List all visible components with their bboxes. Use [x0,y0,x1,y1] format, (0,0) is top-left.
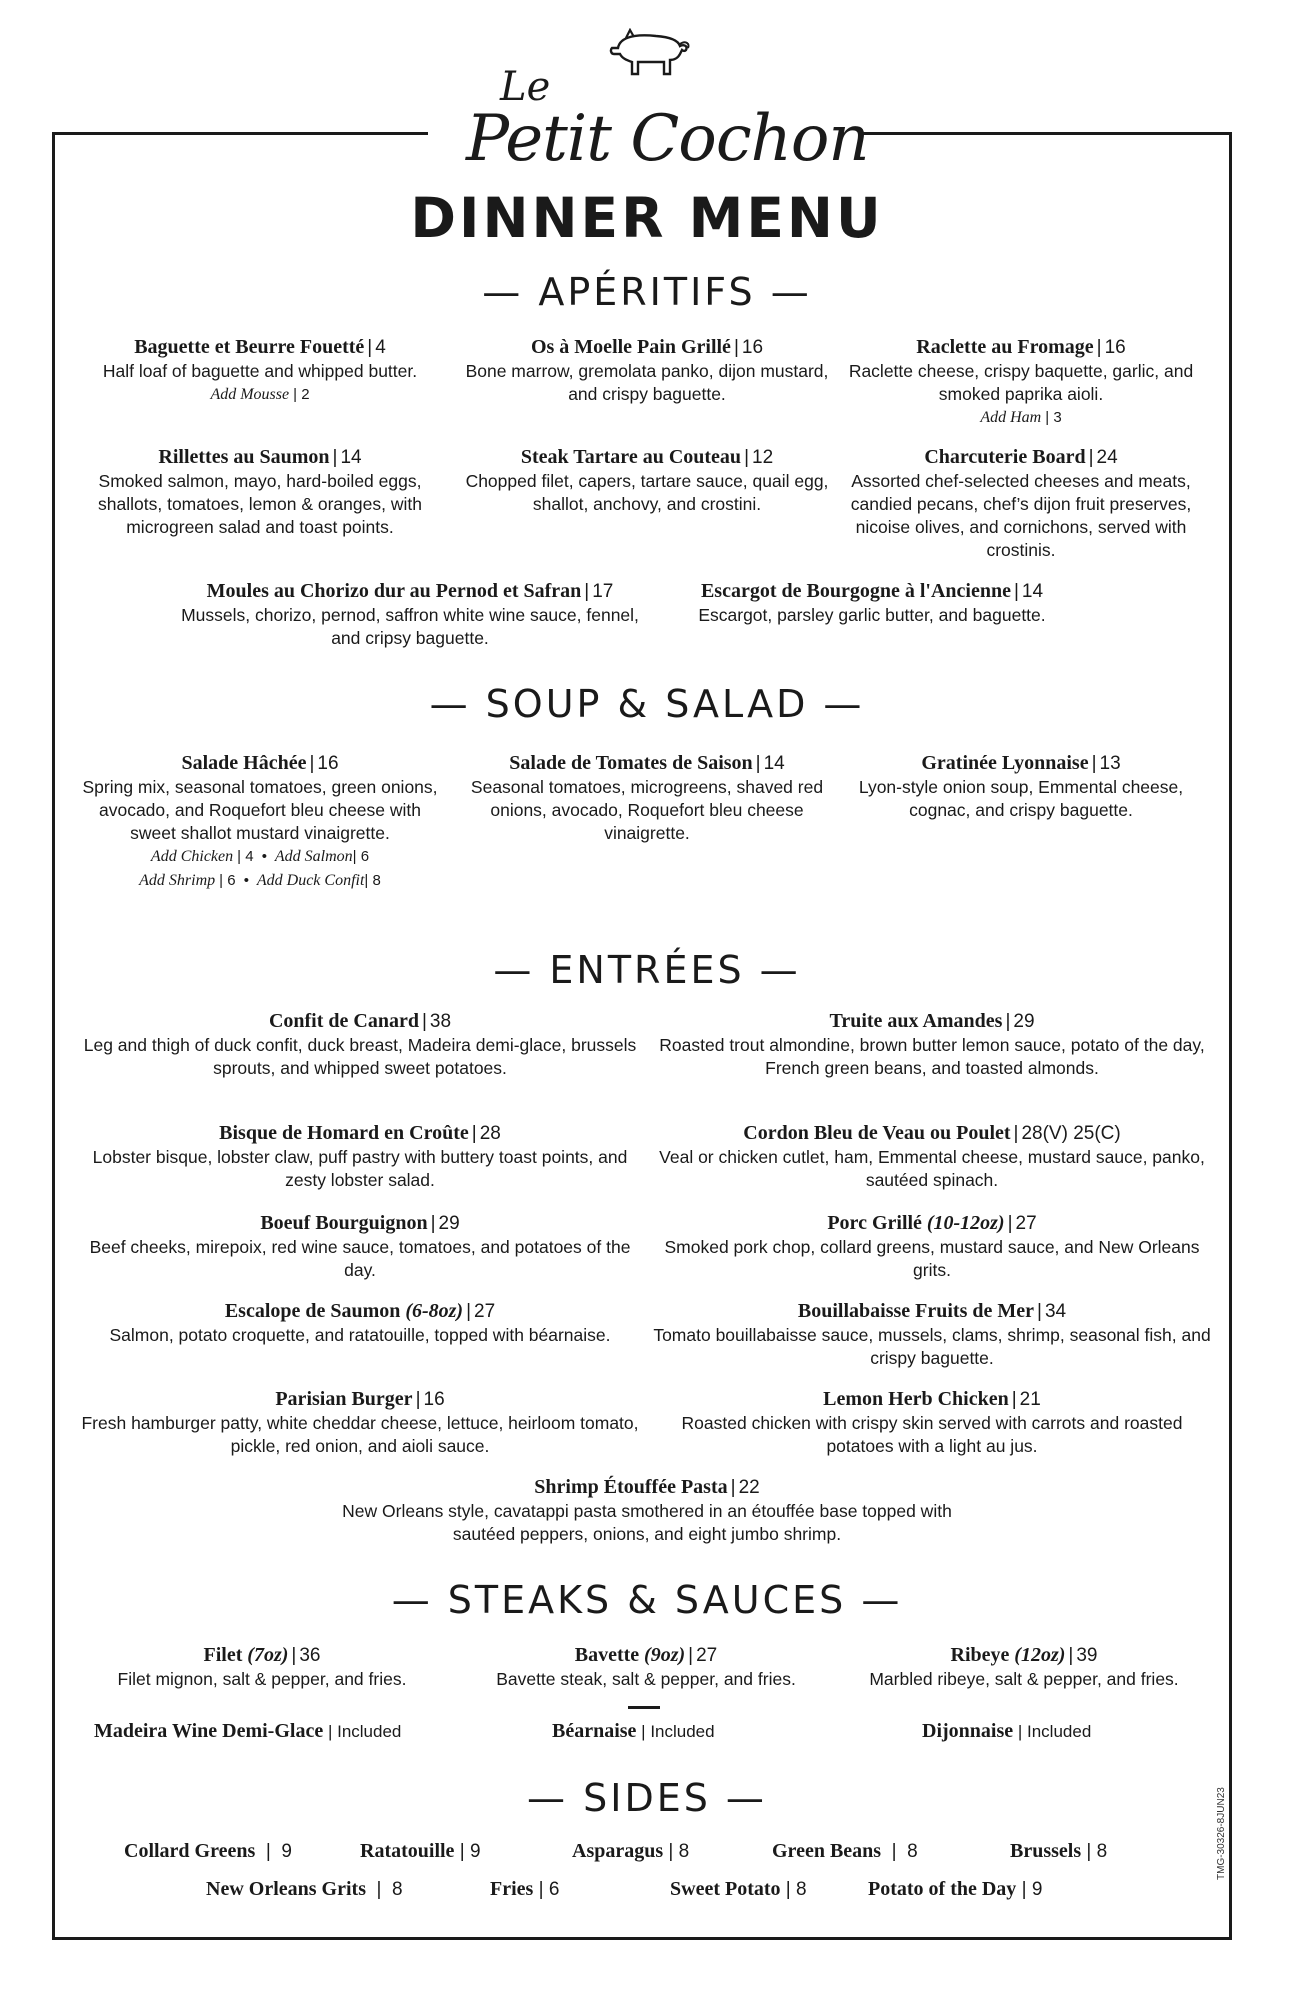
section-steaks: — STEAKS & SAUCES — [391,1578,903,1622]
section-entrees: — ENTRÉES — [493,948,801,992]
menu-item: Ribeye (12oz) | 39 Marbled ribeye, salt & pepper, and fries. [869,1644,1179,1689]
side-item: Fries | 6 [490,1878,560,1900]
sauce-item: Béarnaise | Included [552,1720,715,1742]
menu-item: Rillettes au Saumon | 14 Smoked salmon, mayo, hard-boiled eggs, shallots, tomatoes, lemon & oranges, with microgreen salad and toast points. [98,446,422,537]
side-item: Sweet Potato | 8 [670,1878,807,1900]
sauce-item: Dijonnaise | Included [922,1720,1092,1742]
menu-item: Bavette (9oz) | 27 Bavette steak, salt & pepper, and fries. [496,1644,796,1689]
menu-item: Bouillabaisse Fruits de Mer | 34 Tomato bouillabaisse sauce, mussels, clams, shrimp, seasonal fish, and crispy baguette. [653,1300,1211,1368]
menu-item: Salade de Tomates de Saison | 14 Seasonal tomatoes, microgreens, shaved red onions, avocado, Roquefort bleu cheese vinaigrette. [470,752,824,843]
menu-item: Salade Hâchée | 16 Spring mix, seasonal tomatoes, green onions, avocado, and Roquefort bleu cheese with sweet shallot mustard vinaigrette. Add Chicken | 4 • Add Salmon| 6 Add Shrimp | 6 • Add Duck Confit| 8 [82,752,438,889]
side-item: New Orleans Grits | 8 [206,1878,403,1900]
menu-item: Shrimp Étouffée Pasta | 22 New Orleans style, cavatappi pasta smothered in an étouffée base topped with sautéed peppers, onions, and eight jumbo shrimp. [342,1476,952,1544]
menu-item: Escargot de Bourgogne à l'Ancienne | 14 Escargot, parsley garlic butter, and baguette. [698,580,1046,625]
menu-item: Baguette et Beurre Fouetté | 4 Half loaf of baguette and whipped butter. Add Mousse | 2 [102,336,418,403]
menu-item: Parisian Burger | 16 Fresh hamburger patty, white cheddar cheese, lettuce, heirloom tomato, pickle, red onion, and aioli sauce. [81,1388,639,1456]
menu-item: Truite aux Amandes | 29 Roasted trout almondine, brown butter lemon sauce, potato of the day, French green beans, and toasted almonds. [659,1010,1205,1078]
menu-item: Filet (7oz) | 36 Filet mignon, salt & pepper, and fries. [117,1644,407,1689]
side-item: Potato of the Day | 9 [868,1878,1043,1900]
page-title: DINNER MENU [410,186,884,250]
menu-item: Moules au Chorizo dur au Pernod et Safran | 17 Mussels, chorizo, pernod, saffron white wine sauce, fennel, and cripsy baguette. [181,580,639,648]
side-item: Brussels | 8 [1010,1840,1108,1862]
menu-item: Porc Grillé (10-12oz) | 27 Smoked pork chop, collard greens, mustard sauce, and New Orleans grits. [664,1212,1200,1280]
menu-item: Cordon Bleu de Veau ou Poulet | 28(V) 25(C) Veal or chicken cutlet, ham, Emmental cheese, mustard sauce, panko, sautéed spinach. [659,1122,1205,1190]
brand-le: Le [500,64,551,110]
menu-item: Gratinée Lyonnaise | 13 Lyon-style onion soup, Emmental cheese, cognac, and crispy baguette. [858,752,1184,820]
menu-item: Escalope de Saumon (6-8oz) | 27 Salmon, potato croquette, and ratatouille, topped with béarnaise. [109,1300,611,1345]
section-soup-salad: — SOUP & SALAD — [429,682,865,726]
section-sides: — SIDES — [527,1776,767,1820]
menu-item: Bisque de Homard en Croûte | 28 Lobster bisque, lobster claw, puff pastry with buttery toast points, and zesty lobster salad. [92,1122,628,1190]
logo [460,28,869,188]
menu-item: Boeuf Bourguignon | 29 Beef cheeks, mirepoix, red wine sauce, tomatoes, and potatoes of the day. [89,1212,631,1280]
section-aperitifs: — APÉRITIFS — [482,270,812,314]
menu-item: Charcuterie Board | 24 Assorted chef-selected cheeses and meats, candied pecans, chef’s dijon fruit preserves, nicoise olives, and cornichons, served with crostinis. [850,446,1192,560]
divider [628,1706,660,1709]
sauce-item: Madeira Wine Demi-Glace | Included [94,1720,402,1742]
side-item: Green Beans | 8 [772,1840,918,1862]
menu-item: Raclette au Fromage | 16 Raclette cheese, crispy baquette, garlic, and smoked paprika aioli. Add Ham | 3 [848,336,1194,426]
side-item: Ratatouille | 9 [360,1840,481,1862]
side-item: Collard Greens | 9 [124,1840,292,1862]
menu-item: Lemon Herb Chicken | 21 Roasted chicken with crispy skin served with carrots and roasted potatoes with a light au jus. [681,1388,1183,1456]
print-code: TMG-30326-8JUN23 [1216,1787,1227,1880]
side-item: Asparagus | 8 [572,1840,690,1862]
brand-name: Petit Cochon [466,102,869,176]
pig-icon [604,28,694,84]
menu-item: Confit de Canard | 38 Leg and thigh of duck confit, duck breast, Madeira demi-glace, brussels sprouts, and whipped sweet potatoes. [83,1010,637,1078]
menu-item: Steak Tartare au Couteau | 12 Chopped filet, capers, tartare sauce, quail egg, shallot, anchovy, and crostini. [465,446,829,514]
menu-item: Os à Moelle Pain Grillé | 16 Bone marrow, gremolata panko, dijon mustard, and crispy baguette. [465,336,829,404]
